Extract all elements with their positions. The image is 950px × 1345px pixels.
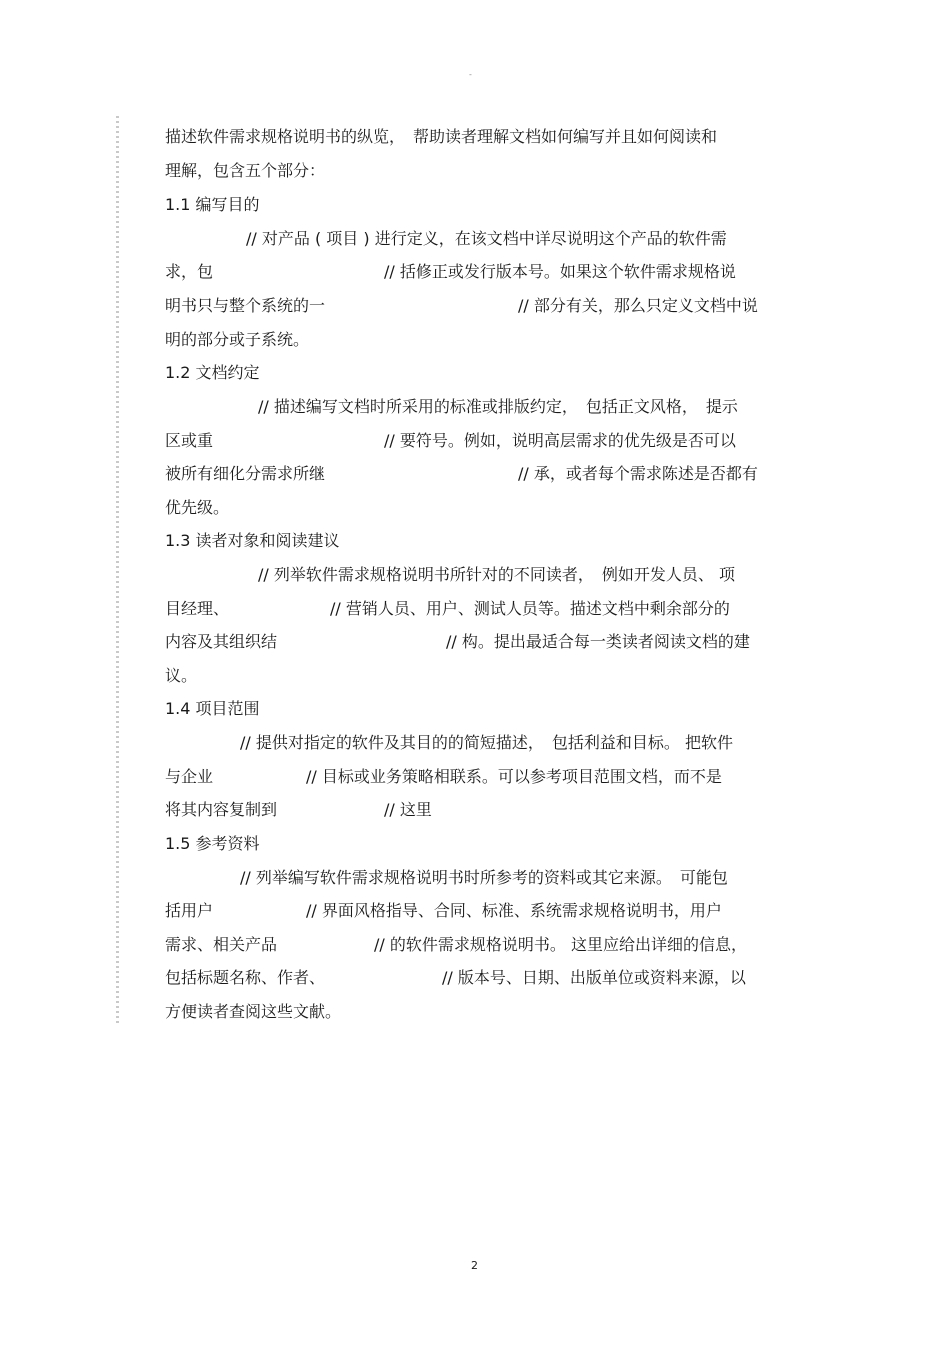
text-line: 包括标题名称、作者、 [165, 968, 326, 987]
section-heading: 1.5 参考资料 [165, 834, 260, 853]
section-heading: 1.1 编写目的 [165, 195, 260, 214]
text-line: // 这里 [384, 800, 432, 819]
section-heading: 1.2 文档约定 [165, 363, 260, 382]
text-line: 被所有细化分需求所继 [165, 464, 326, 483]
margin-rule [116, 116, 119, 1026]
text-line: // 承，或者每个需求陈述是否都有 [518, 464, 758, 483]
header-mark: - [469, 70, 472, 79]
text-line: // 目标或业务策略相联系。可以参考项目范围文档，而不是 [306, 767, 722, 786]
text-line: // 营销人员、用户、测试人员等。描述文档中剩余部分的 [330, 599, 730, 618]
text-line: // 描述编写文档时所采用的标准或排版约定， 包括正文风格， 提示 [258, 397, 738, 416]
text-line: // 列举编写软件需求规格说明书时所参考的资料或其它来源。 可能包 [240, 868, 728, 887]
text-line: 明的部分或子系统。 [165, 330, 310, 349]
text-line: 将其内容复制到 [165, 800, 278, 819]
text-line: 优先级。 [165, 498, 230, 517]
text-line: 区或重 [165, 431, 214, 450]
section-heading: 1.4 项目范围 [165, 699, 260, 718]
text-line: 需求、相关产品 [165, 935, 278, 954]
text-line: // 对产品 ( 项目 ) 进行定义，在该文档中详尽说明这个产品的软件需 [246, 229, 727, 248]
text-line: // 列举软件需求规格说明书所针对的不同读者， 例如开发人员、 项 [258, 565, 735, 584]
text-line: 描述软件需求规格说明书的纵览， 帮助读者理解文档如何编写并且如何阅读和 [165, 127, 718, 146]
text-line: 内容及其组织结 [165, 632, 278, 651]
text-line: 方便读者查阅这些文献。 [165, 1002, 342, 1021]
text-line: 议。 [165, 666, 198, 685]
section-heading: 1.3 读者对象和阅读建议 [165, 531, 340, 550]
text-line: // 括修正或发行版本号。如果这个软件需求规格说 [384, 262, 736, 281]
text-line: // 部分有关，那么只定义文档中说 [518, 296, 758, 315]
text-line: 括用户 [165, 901, 214, 920]
text-line: 求，包 [165, 262, 214, 281]
text-line: // 构。提出最适合每一类读者阅读文档的建 [446, 632, 750, 651]
text-line: // 提供对指定的软件及其目的的简短描述， 包括利益和目标。 把软件 [240, 733, 733, 752]
text-line: // 版本号、日期、出版单位或资料来源，以 [442, 968, 746, 987]
text-line: 理解，包含五个部分： [165, 161, 326, 180]
text-line: // 要符号。例如，说明高层需求的优先级是否可以 [384, 431, 736, 450]
text-line: 目经理、 [165, 599, 230, 618]
text-line: 与企业 [165, 767, 214, 786]
text-line: // 的软件需求规格说明书。 这里应给出详细的信息， [374, 935, 747, 954]
page-number: 2 [471, 1259, 478, 1272]
text-line: // 界面风格指导、合同、标准、系统需求规格说明书，用户 [306, 901, 722, 920]
text-line: 明书只与整个系统的一 [165, 296, 326, 315]
